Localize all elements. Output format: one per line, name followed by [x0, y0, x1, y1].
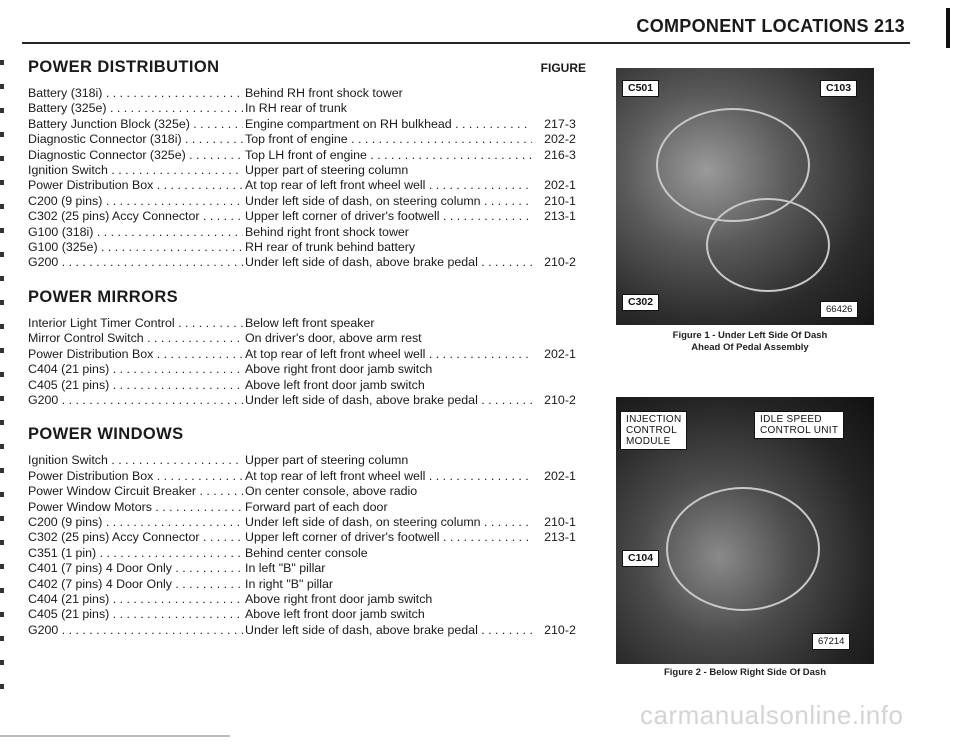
component-name: C200 (9 pins) . . . [28, 194, 243, 209]
component-location: In RH rear of trunk [245, 101, 347, 116]
component-name: Diagnostic Connector (325e) . . . [28, 148, 243, 163]
component-location: Top LH front of engine . . . [243, 148, 532, 163]
component-location: Upper left corner of driver's footwell . . . [243, 209, 532, 224]
component-name: C200 (9 pins) . . . [28, 515, 243, 530]
component-row [28, 117, 590, 132]
component-row [28, 331, 590, 346]
component-location: At top rear of left front wheel well . . . [243, 347, 532, 362]
component-row [28, 86, 590, 101]
component-location: Under left side of dash, above brake pedal . . . [243, 255, 532, 270]
figure-1-photo [616, 68, 874, 325]
component-name: Power Window Circuit Breaker . . . [28, 484, 243, 499]
figure-1-number: 66426 [820, 301, 858, 318]
figure-reference: 202-1 [544, 178, 576, 193]
component-location: Above right front door jamb switch [245, 591, 433, 606]
callout-idle-speed-control-unit: IDLE SPEED CONTROL UNIT [754, 411, 844, 439]
component-row [28, 607, 590, 622]
component-name: C351 (1 pin) . . . [28, 546, 243, 561]
binding-marks [0, 60, 4, 700]
figure-reference [532, 331, 588, 346]
component-row [28, 393, 590, 408]
figure-reference [532, 500, 588, 515]
component-name: Power Distribution Box . . . [28, 178, 243, 193]
component-location: On driver's door, above arm rest [245, 331, 422, 346]
component-name: C402 (7 pins) 4 Door Only . . . [28, 577, 243, 592]
section-header [28, 425, 590, 451]
figure-reference: 210-2 [544, 255, 576, 270]
component-row [28, 194, 590, 209]
watermark: carmanualsonline.info [640, 700, 904, 730]
figure-reference: 216-3 [544, 147, 576, 162]
figure-reference [532, 163, 588, 178]
component-name: C302 (25 pins) Accy Connector . . . [28, 209, 243, 224]
component-location: Upper part of steering column [245, 163, 409, 178]
figure-2-number: 67214 [812, 633, 850, 650]
section-title: POWER DISTRIBUTION [28, 58, 220, 76]
component-name: C405 (21 pins) . . . [28, 607, 243, 622]
figure-reference: 202-1 [544, 346, 576, 361]
component-name: Power Distribution Box . . . [28, 347, 243, 362]
component-row [28, 500, 590, 515]
component-row [28, 101, 590, 116]
figure-column-heading: FIGURE [540, 61, 586, 75]
section [28, 58, 590, 271]
figure-reference: 213-1 [544, 209, 576, 224]
component-name: Power Distribution Box . . . [28, 469, 243, 484]
component-location: In right "B" pillar [245, 576, 333, 591]
figure-1-caption-line1: Figure 1 - Under Left Side Of Dash [672, 330, 828, 341]
component-location: Below left front speaker [245, 315, 375, 330]
component-location: Under left side of dash, on steering column . . . [243, 515, 532, 530]
component-location: Above left front door jamb switch [245, 377, 425, 392]
component-name: Diagnostic Connector (318i) . . . [28, 132, 243, 147]
component-location: Under left side of dash, on steering column . . . [243, 194, 532, 209]
figure-reference [532, 592, 588, 607]
component-name: C404 (21 pins) . . . [28, 592, 243, 607]
figure-reference [532, 362, 588, 377]
component-location: Under left side of dash, above brake pedal . . . [243, 623, 532, 638]
component-rows [28, 453, 590, 638]
component-location: Above left front door jamb switch [245, 607, 425, 622]
figure-reference: 202-1 [544, 468, 576, 483]
figure-reference: 217-3 [544, 116, 576, 131]
component-name: G200 . . . [28, 623, 243, 638]
component-name: Interior Light Timer Control . . . [28, 316, 243, 331]
component-location: Above right front door jamb switch [245, 362, 433, 377]
section [28, 425, 590, 638]
component-row [28, 577, 590, 592]
figure-reference [532, 546, 588, 561]
component-row [28, 255, 590, 270]
component-rows [28, 86, 590, 271]
component-name: C302 (25 pins) Accy Connector . . . [28, 530, 243, 545]
component-location: At top rear of left front wheel well . . . [243, 178, 532, 193]
component-row [28, 225, 590, 240]
component-list [28, 58, 590, 655]
component-name: C405 (21 pins) . . . [28, 378, 243, 393]
component-row [28, 316, 590, 331]
component-location: RH rear of trunk behind battery [245, 240, 416, 255]
component-row [28, 623, 590, 638]
figure-reference [532, 484, 588, 499]
section-header [28, 58, 590, 84]
component-rows [28, 316, 590, 408]
component-name: G100 (318i) . . . [28, 225, 243, 240]
component-row [28, 148, 590, 163]
component-row [28, 362, 590, 377]
component-location: On center console, above radio [245, 484, 418, 499]
wire-harness [706, 198, 830, 292]
figure-reference [532, 453, 588, 468]
figure-2-caption: Figure 2 - Below Right Side Of Dash [663, 667, 827, 678]
callout-injection-control-module: INJECTION CONTROL MODULE [620, 411, 687, 450]
component-location: Behind right front shock tower [245, 224, 409, 239]
component-row [28, 178, 590, 193]
component-location: Forward part of each door [245, 499, 388, 514]
callout-c104: C104 [622, 550, 659, 567]
component-name: G200 . . . [28, 393, 243, 408]
component-location: Behind center console [245, 545, 368, 560]
wire-harness [666, 487, 820, 611]
figure-reference [532, 225, 588, 240]
component-name: G200 . . . [28, 255, 243, 270]
component-name: C404 (21 pins) . . . [28, 362, 243, 377]
component-name: Mirror Control Switch . . . [28, 331, 243, 346]
figure-reference: 210-1 [544, 193, 576, 208]
figure-1-caption-line2: Ahead Of Pedal Assembly [691, 342, 809, 353]
bottom-rule [0, 735, 230, 737]
callout-c501: C501 [622, 80, 659, 97]
figure-reference: 213-1 [544, 530, 576, 545]
component-location: Upper part of steering column [245, 453, 409, 468]
component-location: At top rear of left front wheel well . . . [243, 469, 532, 484]
component-name: Ignition Switch . . . [28, 453, 243, 468]
component-row [28, 484, 590, 499]
component-location: Upper left corner of driver's footwell . . . [243, 530, 532, 545]
component-name: C401 (7 pins) 4 Door Only . . . [28, 561, 243, 576]
figure-1-caption [616, 330, 884, 354]
figure-reference [532, 86, 588, 101]
component-row [28, 546, 590, 561]
figure-2-photo [616, 397, 874, 664]
section-title: POWER WINDOWS [28, 425, 184, 444]
figure-reference: 210-1 [544, 514, 576, 529]
component-name: Power Window Motors . . . [28, 500, 243, 515]
header-rule [22, 42, 910, 44]
section [28, 288, 590, 408]
figure-reference [532, 577, 588, 592]
component-name: Ignition Switch . . . [28, 163, 243, 178]
component-row [28, 515, 590, 530]
page-title: COMPONENT LOCATIONS 213 [636, 16, 905, 36]
callout-c302: C302 [622, 294, 659, 311]
component-row [28, 530, 590, 545]
component-row [28, 378, 590, 393]
component-row [28, 561, 590, 576]
component-row [28, 240, 590, 255]
component-row [28, 132, 590, 147]
component-location: In left "B" pillar [245, 561, 326, 576]
figure-reference: 210-2 [544, 392, 576, 407]
figure-reference [532, 561, 588, 576]
figure-reference: 210-2 [544, 622, 576, 637]
figure-reference [532, 378, 588, 393]
component-name: Battery (318i) . . . [28, 86, 243, 101]
component-location: Engine compartment on RH bulkhead . . . [243, 117, 532, 132]
component-row [28, 592, 590, 607]
component-row [28, 163, 590, 178]
page-edge-mark [946, 8, 950, 48]
callout-c103: C103 [820, 80, 857, 97]
section-title: POWER MIRRORS [28, 287, 179, 306]
figure-reference [532, 101, 588, 116]
component-name: G100 (325e) . . . [28, 240, 243, 255]
component-location: Behind RH front shock tower [245, 86, 403, 100]
component-name: Battery (325e) . . . [28, 101, 243, 116]
figure-reference [532, 240, 588, 255]
figure-reference [532, 316, 588, 331]
component-name: Battery Junction Block (325e) . . . [28, 117, 243, 132]
component-row [28, 209, 590, 224]
figure-reference: 202-2 [544, 132, 576, 147]
section-header [28, 288, 590, 314]
component-row [28, 469, 590, 484]
component-location: Top front of engine . . . [243, 132, 532, 147]
figure-reference [532, 607, 588, 622]
component-row [28, 453, 590, 468]
component-row [28, 347, 590, 362]
component-location: Under left side of dash, above brake pedal . . . [243, 393, 532, 408]
